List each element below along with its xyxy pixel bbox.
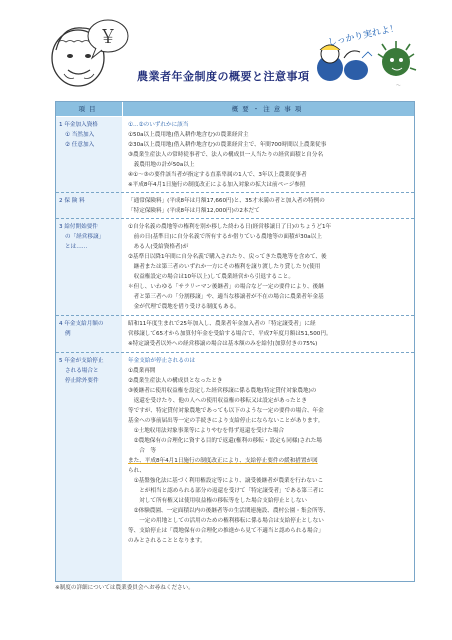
farmer-illustration-icon (48, 12, 138, 90)
row-label-eligibility (59, 120, 121, 150)
row-divider (56, 352, 414, 353)
label-line: の「経営移譲」 (65, 234, 105, 240)
content-line: 対して所有権又は使用収益権の移転等をした場合支給停止としない (128, 498, 308, 504)
content-line: とが相当と認められる部分の返還を受けて「特定譲受者」である第三者に (128, 488, 324, 494)
label-line: 停止除外要件 (65, 378, 99, 384)
content-line: ②農地保有の合理化に資する目的で返還(権利の移転・設定も同様)された場 (128, 438, 322, 444)
label-line: される場合と (65, 368, 99, 374)
content-line: 年金支給が停止されるのは (128, 358, 196, 364)
content-line: 収益権設定の場合は10年以上)して農業経営から引退すること。 (128, 274, 294, 280)
content-line: 営移譲して65才から加算付年金を受給する場合で、平成7年度月額は51,500円。 (128, 331, 332, 337)
content-line: ②基準日以降1年間に自分名義で購入されたり、戻ってきた農地等を含めて、後 (128, 254, 327, 260)
content-line: ①農業再開 (128, 368, 156, 374)
content-line: 返還を受けたり、他の人への使用収益権の移転又は設定があったとき (128, 398, 307, 404)
content-line: られ、 (128, 468, 146, 474)
row-label-transfer (59, 222, 121, 252)
label-line: 5 年金が支給停止 (59, 358, 104, 364)
content-line: 者と第三者への「分割移譲」や、適当な移譲者が不在の場合に農業者年金基 (128, 294, 324, 300)
content-line: ※特定譲受者以外への経営移譲の場合は基本額のみを給付(加算付きの75%) (128, 341, 318, 347)
content-line: ③農業生産法人の常時従事者で、法人の構成員一人当たりの経営面積と自分名 (128, 152, 324, 158)
content-line: 昭和11年度生まれで25年加入し、農業者年金加入者の「特定譲受者」に経 (128, 321, 316, 327)
content-line: ①50a以上農用地(借入耕作地含む)の農業経営主 (128, 132, 249, 138)
content-line: ②30a以上農用地(借入耕作地含む)の農業経営主で、年間700時間以上農業従事 (128, 142, 327, 148)
row-label-suspension (59, 356, 121, 386)
row-content-monthly-amount (128, 319, 410, 349)
row-divider (56, 315, 414, 316)
content-line: 継者または第三者のいずれか一方にその権利を譲り渡したり貸したり(使用 (128, 264, 321, 270)
content-line: ②体験農園、一定面積以内の後継者等の生活関連施設、農村公園・集会所等、 (128, 508, 329, 514)
content-line: 前の日(基準日)に自分名義で所有するか借りている農地等の面積が30a以上 (128, 234, 322, 240)
label-line: ② 任意加入 (65, 142, 95, 148)
row-content-premium (128, 196, 410, 216)
content-line: ①自分名義の農地等の権利を別か移した終わる日(経営移譲日了日)のちょうど1年 (128, 224, 332, 230)
content-line: ①…②のいずれかに該当 (128, 122, 189, 128)
content-line: 等、支給停止は「農地保有の合理化の推進から見て不適当と認められる場合」 (128, 528, 324, 534)
label-line: ① 当然加入 (65, 132, 95, 138)
page-title: 農業者年金制度の概要と注意事項 (137, 70, 310, 83)
content-line: 金が代理で農地を借り受ける制度もある。 (128, 304, 240, 310)
header-item: 項目 (56, 102, 123, 116)
label-line: 3 給付開始要件 (59, 224, 98, 230)
content-line: 基金への事前届出等一定の手続きにより支給停止にならないことがあります。 (128, 418, 324, 424)
content-line: ④①～③の要件該当者が指定する直系卑属の1人で、3年以上農業従事者 (128, 172, 307, 178)
content-line: のみとされることとなります。 (128, 538, 206, 544)
row-divider (56, 192, 414, 193)
artist-signature: 〜 (396, 83, 402, 89)
label-line: 1 年金加入資格 (59, 122, 98, 128)
overview-table (55, 101, 415, 582)
yen-icon: ￥ (99, 27, 117, 48)
row-content-suspension (128, 356, 410, 546)
label-line: 4 年金支給月額の (59, 321, 104, 327)
content-line: ①土地収用法対象事業等によりやむを得ず返還を受けた場合 (128, 428, 285, 434)
content-line: また、平成8年4月1日施行の制度改正により、支給停止要件の緩和措置が図 (128, 458, 318, 464)
content-line: ある人(受給資格者)が (128, 244, 189, 250)
content-line: ②農業生産法人の構成員となったとき (128, 378, 223, 384)
content-line: ※平成8年4月1日施行の制度改正による加入対象の拡大は前ページ参照 (128, 182, 306, 188)
content-line: 「通常保険料」(平成8年は月額17,660円)と、35才未満の者と加入者の特例の (128, 198, 325, 204)
content-line: 合 等 (128, 448, 156, 454)
label-line: 例 (65, 331, 71, 337)
row-content-transfer (128, 222, 410, 312)
label-line: とは…… (65, 244, 88, 250)
content-line: 一定の用地としての活用のための権利移転に係る場合は支給停止としない (128, 518, 324, 524)
content-line: 義農用地の計が50a以上 (128, 162, 195, 168)
content-line: ①基盤強化法に基づく利用権設定等により、譲受後継者が農業を行わないこ (128, 478, 324, 484)
footnote: ※制度の詳細については農業委員会へお尋ねください。 (55, 585, 194, 591)
content-line: 等ですが、特定貸付対象農地であっても以下のような一定の要件の場合、年金 (128, 408, 324, 414)
row-label-monthly-amount (59, 319, 121, 339)
content-line: ③後継者に使用収益権を設定した経営移譲に係る農地(特定貸付対象農地)の (128, 388, 317, 394)
content-line: ＊但し、いわゆる「サラリーマン後継者」の場合など一定の要件により、後継 (128, 284, 324, 290)
header-overview: 概要・注意事項 (123, 102, 414, 116)
row-content-eligibility (128, 120, 410, 190)
row-divider (56, 218, 414, 219)
encouragement-bubble: しっかり実れよ！ (327, 23, 400, 49)
content-line: 「特定保険料」(平成8年は月額12,000円)の2本だて (128, 208, 260, 214)
label-line: 2 保 険 料 (59, 198, 85, 204)
row-label-premium (59, 196, 121, 206)
item-column-background (56, 117, 122, 581)
